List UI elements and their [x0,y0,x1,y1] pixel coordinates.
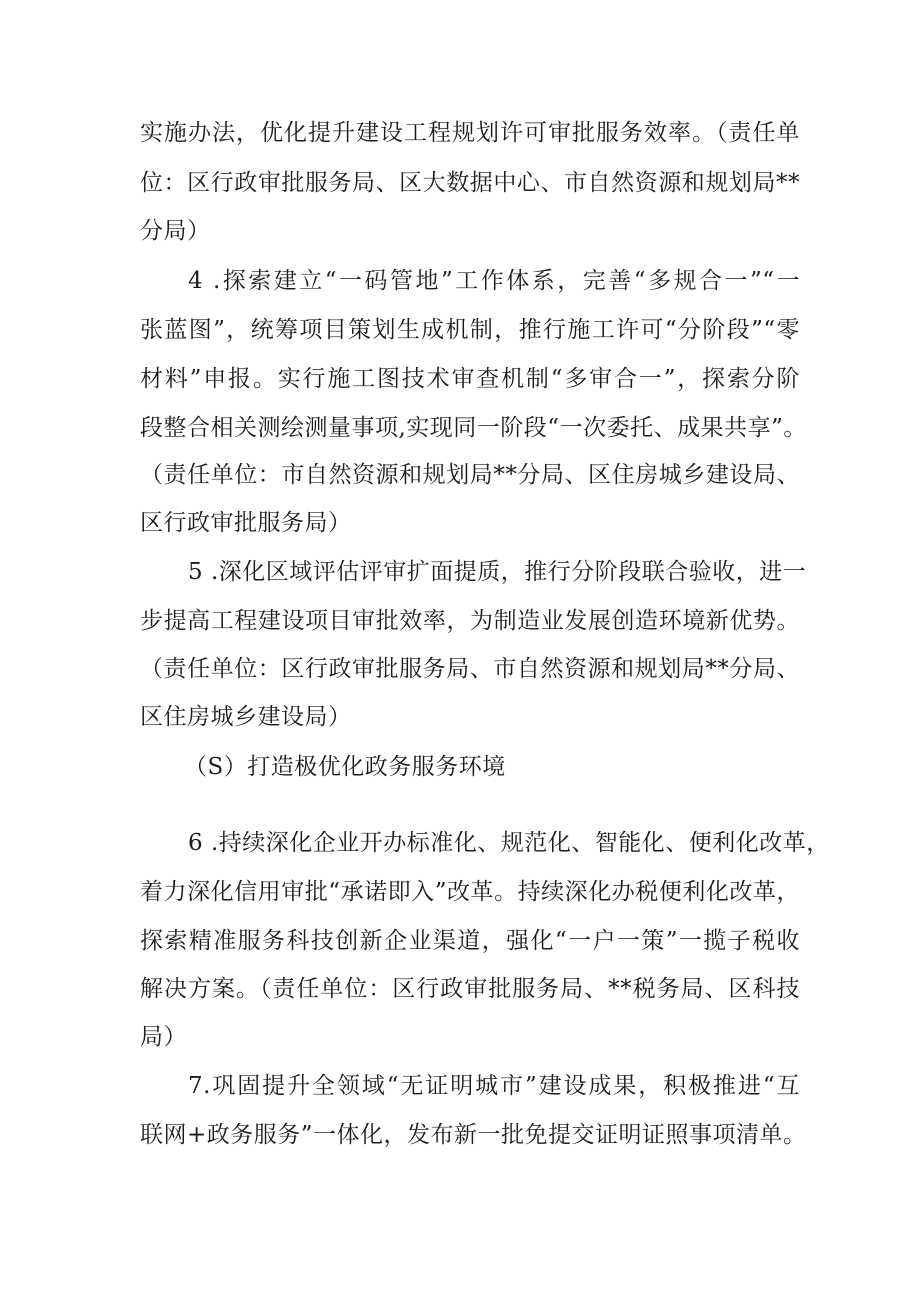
paragraph-4-first-line: 4 .探索建立“一码管地”工作体系，完善“多规合一”“一 [188,268,800,294]
section-heading: （S）打造极优化政务服务环境 [184,754,506,780]
paragraph-6-first-line: 6 .持续深化企业开办标准化、规范化、智能化、便利化改革， [188,830,830,856]
text-line: 分局） [140,218,211,244]
text-line: （责任单位：市自然资源和规划局**分局、区住房城乡建设局、 [140,462,800,488]
text-line: （责任单位：区行政审批服务局、市自然资源和规划局**分局、 [140,656,800,682]
text-line: 位：区行政审批服务局、区大数据中心、市自然资源和规划局** [140,170,800,196]
text-line: 步提高工程建设项目审批效率，为制造业发展创造环境新优势。 [140,608,800,634]
text-line: 联网+政务服务”一体化，发布新一批免提交证明证照事项清单。 [140,1122,807,1148]
paragraph-5-first-line: 5 .深化区域评估评审扩面提质，推行分阶段联合验收，进一 [188,559,807,585]
text-line: 区行政审批服务局） [140,510,352,536]
text-line: 局） [140,1024,187,1050]
text-line: 实施办法，优化提升建设工程规划许可审批服务效率。（责任单 [140,120,800,146]
text-line: 解决方案。（责任单位：区行政审批服务局、**税务局、区科技 [140,976,800,1002]
text-line: 段整合相关测绘测量事项,实现同一阶段“一次委托、成果共享”。 [140,415,807,441]
text-line: 着力深化信用审批“承诺即入”改革。持续深化办税便利化改革， [140,879,800,905]
text-line: 探索精准服务科技创新企业渠道，强化“一户一策”一揽子税收 [140,928,800,954]
text-line: 区住房城乡建设局） [140,704,352,730]
text-line: 张蓝图”，统筹项目策划生成机制，推行施工许可“分阶段”“零 [140,317,800,343]
text-line: 材料”申报。实行施工图技术审查机制“多审合一”，探索分阶 [140,366,800,392]
paragraph-7-first-line: 7.巩固提升全领域“无证明城市”建设成果，积极推进“互 [188,1073,800,1099]
